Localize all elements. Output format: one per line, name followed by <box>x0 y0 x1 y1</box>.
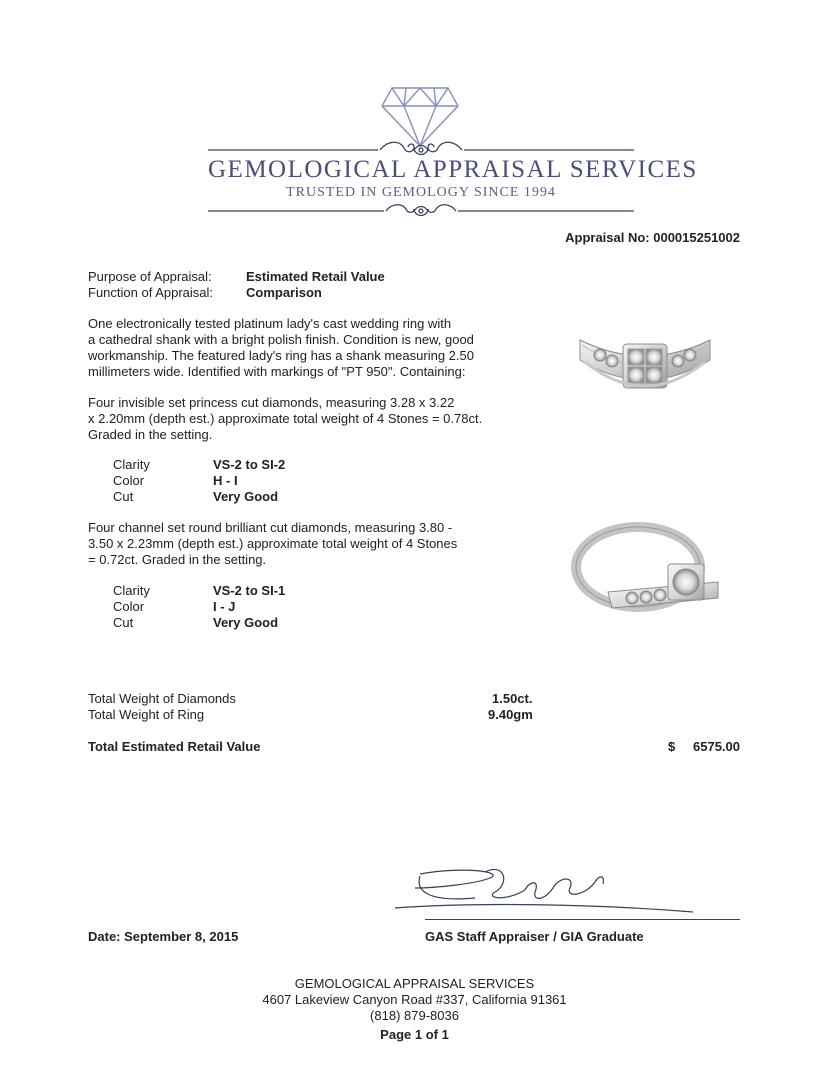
ring-photo-side <box>568 512 728 622</box>
grade-value-clarity: VS-2 to SI-1 <box>213 583 286 598</box>
signature-line <box>425 919 740 920</box>
stones-1-line: Graded in the setting. <box>88 427 213 442</box>
company-logo-title: GEMOLOGICAL APPRAISAL SERVICES <box>208 156 698 183</box>
grade-label-cut: Cut <box>113 489 134 504</box>
function-value: Comparison <box>246 285 322 300</box>
total-diamonds-label: Total Weight of Diamonds <box>88 691 236 706</box>
grade-label-color: Color <box>113 599 145 614</box>
grade-value-cut: Very Good <box>213 489 279 504</box>
total-ring-label: Total Weight of Ring <box>88 707 205 722</box>
page-number: Page 1 of 1 <box>380 1027 449 1042</box>
total-diamonds-value: 1.50ct. <box>492 691 533 706</box>
description-line: One electronically tested platinum lady's cast wedding ring with <box>88 316 452 331</box>
grade-value-color: H - I <box>213 473 238 488</box>
stones-2-description <box>88 520 457 568</box>
company-tagline: TRUSTED IN GEMOLOGY SINCE 1994 <box>286 185 556 200</box>
ornament-bottom <box>208 200 634 222</box>
stones-2-line: Four channel set round brilliant cut diamonds, measuring 3.80 - <box>88 520 453 535</box>
grade-label-clarity: Clarity <box>113 457 150 472</box>
description-line: millimeters wide. Identified with markings of "PT 950". Containing: <box>88 364 466 379</box>
item-description <box>88 316 474 380</box>
grade-label-clarity: Clarity <box>113 583 150 598</box>
stones-1-description <box>88 395 482 443</box>
currency-symbol: $ <box>668 739 676 754</box>
grade-value-color: I - J <box>213 599 236 614</box>
footer-company: GEMOLOGICAL APPRAISAL SERVICES <box>294 976 535 991</box>
signature <box>395 862 695 922</box>
stones-1-grades <box>113 457 373 505</box>
appraisal-number: Appraisal No: 000015251002 <box>565 230 740 245</box>
grade-value-clarity: VS-2 to SI-2 <box>213 457 286 472</box>
purpose-value: Estimated Retail Value <box>246 269 385 284</box>
stones-2-line: 3.50 x 2.23mm (depth est.) approximate total weight of 4 Stones <box>88 536 458 551</box>
description-line: a cathedral shank with a bright polish finish. Condition is new, good <box>88 332 474 347</box>
total-ring-value: 9.40gm <box>488 707 533 722</box>
stones-2-grades <box>113 583 373 631</box>
ring-photo-front <box>570 300 720 420</box>
appraisal-date: Date: September 8, 2015 <box>88 929 239 944</box>
appraiser-title: GAS Staff Appraiser / GIA Graduate <box>425 929 644 944</box>
retail-value: 6575.00 <box>693 739 740 754</box>
grade-label-cut: Cut <box>113 615 134 630</box>
stones-1-line: Four invisible set princess cut diamonds, measuring 3.28 x 3.22 <box>88 395 455 410</box>
retail-value-label: Total Estimated Retail Value <box>88 739 261 754</box>
function-label: Function of Appraisal: <box>88 285 214 300</box>
footer-phone: (818) 879-8036 <box>370 1008 459 1023</box>
grade-value-cut: Very Good <box>213 615 279 630</box>
description-line: workmanship. The featured lady's ring has a shank measuring 2.50 <box>88 348 474 363</box>
stones-2-line: = 0.72ct. Graded in the setting. <box>88 552 267 567</box>
grade-label-color: Color <box>113 473 145 488</box>
stones-1-line: x 2.20mm (depth est.) approximate total weight of 4 Stones = 0.78ct. <box>88 411 483 426</box>
footer-address: 4607 Lakeview Canyon Road #337, California 91361 <box>262 992 567 1007</box>
purpose-label: Purpose of Appraisal: <box>88 269 212 284</box>
